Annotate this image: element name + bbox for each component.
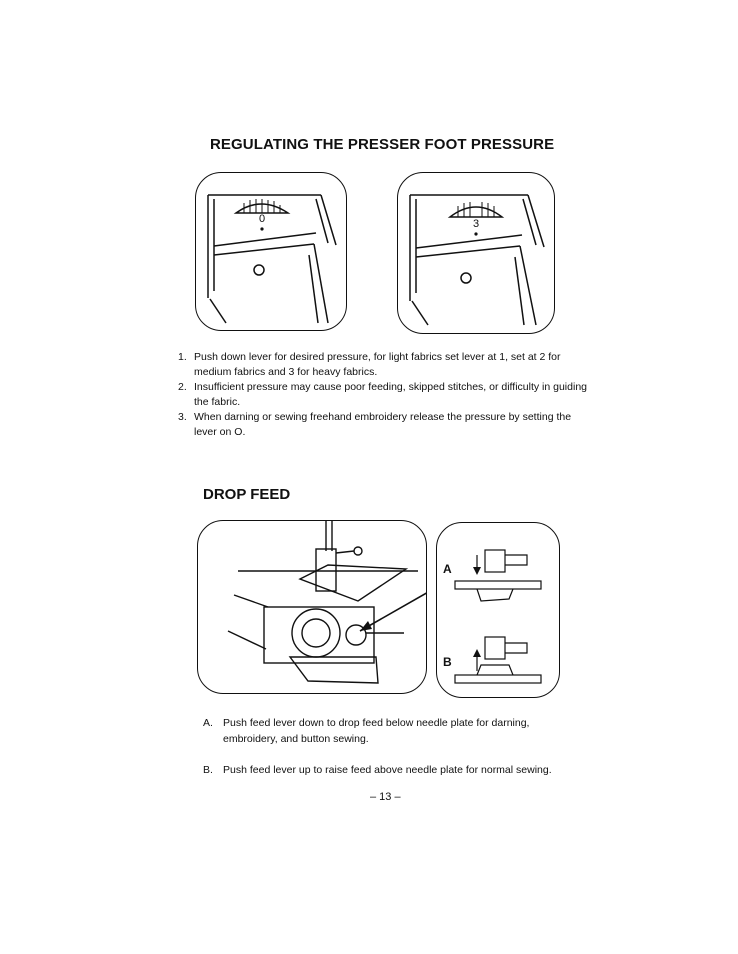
heading-drop-feed: DROP FEED: [203, 486, 291, 503]
step-text: Insufficient pressure may cause poor feeding, skipped stitches, or difficulty in guiding the fabric.: [194, 381, 587, 408]
step-number: 1.: [178, 351, 187, 363]
dial-three-value: 3: [472, 218, 480, 230]
drop-feed-machine-drawing: [198, 521, 426, 693]
inset-label-a: A: [443, 562, 452, 576]
figure-drop-feed-machine: [197, 520, 427, 694]
inset-label-b: B: [443, 655, 452, 669]
note-label: A.: [203, 717, 213, 729]
note-text: Push feed lever up to raise feed above needle plate for normal sewing.: [223, 764, 552, 776]
instruction-step: [178, 380, 588, 410]
page-number: – 13 –: [370, 791, 401, 803]
note-a: [203, 715, 573, 747]
dial-zero-drawing: [196, 173, 346, 330]
step-text: When darning or sewing freehand embroidery release the pressure by setting the lever on O.: [194, 411, 572, 438]
figure-feed-lever-inset: [436, 522, 560, 698]
step-number: 3.: [178, 411, 187, 423]
figure-dial-zero: [195, 172, 347, 331]
note-text: Push feed lever down to drop feed below needle plate for darning, embroidery, and button sewing.: [223, 717, 530, 745]
pressure-instructions: [178, 350, 588, 440]
note-b: [203, 762, 573, 778]
feed-lever-drawing: [437, 523, 559, 697]
step-number: 2.: [178, 381, 187, 393]
instruction-step: [178, 410, 588, 440]
instruction-step: [178, 350, 588, 380]
dial-zero-value: 0: [258, 213, 266, 225]
figure-dial-three: [397, 172, 555, 334]
dial-three-drawing: [398, 173, 554, 333]
step-text: Push down lever for desired pressure, for light fabrics set lever at 1, set at 2 for medium fabrics and 3 for heavy fabrics.: [194, 351, 561, 378]
heading-presser-foot-pressure: REGULATING THE PRESSER FOOT PRESSURE: [210, 136, 555, 153]
note-label: B.: [203, 764, 213, 776]
